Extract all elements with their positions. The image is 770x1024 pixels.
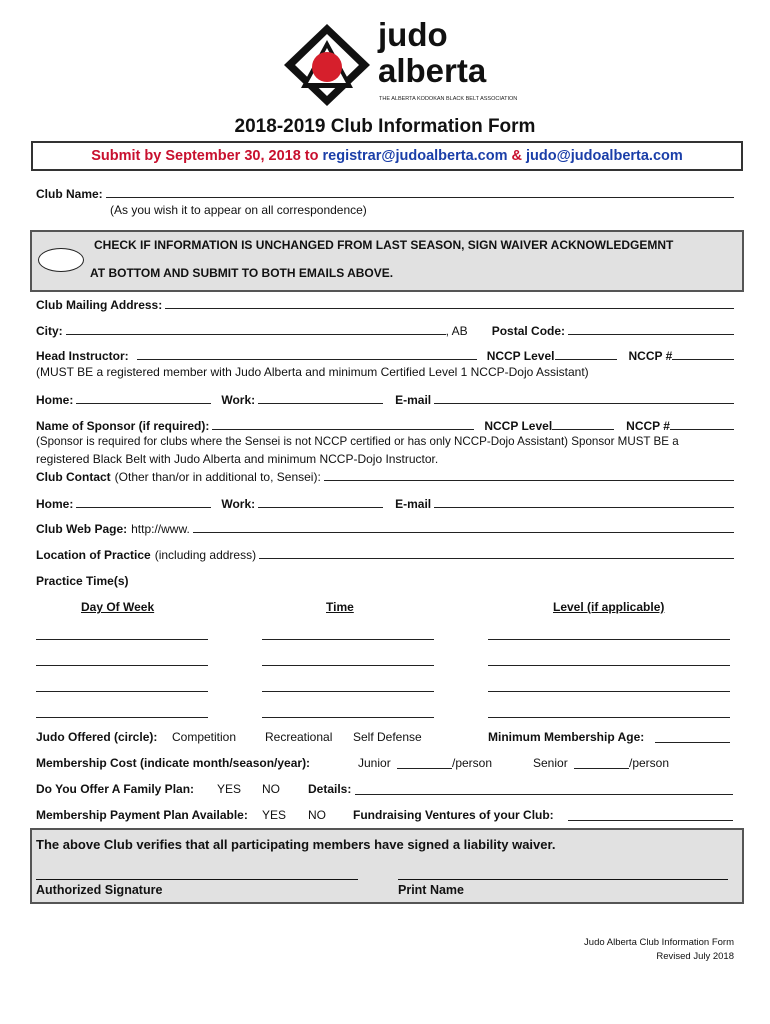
fundraising-label: Fundraising Ventures of your Club: xyxy=(353,808,554,822)
practice-time-1[interactable] xyxy=(262,638,434,640)
footer-line2: Revised July 2018 xyxy=(656,951,734,962)
contact2-home-field[interactable] xyxy=(76,496,211,508)
sponsor-nccp-level-field[interactable] xyxy=(552,418,614,430)
practice-time-4[interactable] xyxy=(262,716,434,718)
offered-competition[interactable]: Competition xyxy=(172,730,237,744)
cost-junior-per: /person xyxy=(452,756,493,770)
contact1-home-label: Home: xyxy=(36,393,74,407)
location-label: Location of Practice xyxy=(36,548,151,562)
contact1-work-field[interactable] xyxy=(258,392,383,404)
waiver-box xyxy=(30,828,744,904)
signature-field[interactable] xyxy=(36,878,358,880)
practice-col-time: Time xyxy=(326,600,354,614)
ampersand: & xyxy=(511,148,522,164)
registrar-email-link[interactable]: registrar@judoalberta.com xyxy=(322,148,508,164)
club-contact-field[interactable] xyxy=(324,469,734,481)
contact1-home-field[interactable] xyxy=(76,392,211,404)
practice-level-2[interactable] xyxy=(488,664,730,666)
mailing-row xyxy=(36,297,734,312)
city-row xyxy=(36,323,734,338)
payment-label: Membership Payment Plan Available: xyxy=(36,808,248,822)
payment-yes[interactable]: YES xyxy=(262,808,287,822)
sponsor-nccp-num-field[interactable] xyxy=(670,418,734,430)
practice-level-1[interactable] xyxy=(488,638,730,640)
mailing-label: Club Mailing Address: xyxy=(36,298,163,312)
practice-day-4[interactable] xyxy=(36,716,208,718)
sponsor-label: Name of Sponsor (if required): xyxy=(36,419,210,433)
sponsor-field[interactable] xyxy=(212,418,474,430)
offered-recreational[interactable]: Recreational xyxy=(265,730,333,744)
club-contact-label: Club Contact xyxy=(36,470,111,484)
family-details-label: Details: xyxy=(308,782,352,796)
web-label: Club Web Page: xyxy=(36,522,128,536)
cost-senior-per: /person xyxy=(629,756,670,770)
sponsor-row xyxy=(36,418,734,433)
unchanged-box xyxy=(30,230,744,292)
contact2-email-label: E-mail xyxy=(395,497,432,511)
contact2-work-field[interactable] xyxy=(258,496,383,508)
offered-self-defense[interactable]: Self Defense xyxy=(353,730,422,744)
judo-email-link[interactable]: judo@judoalberta.com xyxy=(526,148,683,164)
contact2-email-field[interactable] xyxy=(434,496,734,508)
club-name-note: (As you wish it to appear on all correspondence) xyxy=(110,203,367,217)
contact2-row xyxy=(36,496,734,511)
unchanged-line2: AT BOTTOM AND SUBMIT TO BOTH EMAILS ABOVE. xyxy=(90,266,394,280)
practice-time-2[interactable] xyxy=(262,664,434,666)
cost-junior-field[interactable] xyxy=(397,767,452,769)
payment-no[interactable]: NO xyxy=(308,808,326,822)
contact2-home-label: Home: xyxy=(36,497,74,511)
waiver-statement: The above Club verifies that all participating members have signed a liability waiver. xyxy=(36,837,556,852)
footer-line1: Judo Alberta Club Information Form xyxy=(584,937,734,948)
contact2-work-label: Work: xyxy=(221,497,256,511)
head-nccp-level-label: NCCP Level xyxy=(486,349,555,363)
min-age-label: Minimum Membership Age: xyxy=(488,730,645,744)
head-instructor-note: (MUST BE a registered member with Judo Alberta and minimum Certified Level 1 NCCP-Dojo Assistant) xyxy=(36,365,589,379)
web-prefix: http://www. xyxy=(131,522,190,536)
logo-wordmark-judo: judo xyxy=(378,16,448,53)
location-row xyxy=(36,547,734,562)
practice-day-1[interactable] xyxy=(36,638,208,640)
club-name-row xyxy=(36,186,734,201)
fundraising-field[interactable] xyxy=(568,819,733,821)
family-yes[interactable]: YES xyxy=(217,782,242,796)
head-nccp-level-field[interactable] xyxy=(555,348,617,360)
city-province: , AB xyxy=(445,324,468,338)
unchanged-line1: CHECK IF INFORMATION IS UNCHANGED FROM LAST SEASON, SIGN WAIVER ACKNOWLEDGEMNT xyxy=(94,238,674,252)
postal-field[interactable] xyxy=(568,323,734,335)
practice-time-3[interactable] xyxy=(262,690,434,692)
location-note: (including address) xyxy=(154,548,257,562)
contact1-row xyxy=(36,392,734,407)
practice-level-3[interactable] xyxy=(488,690,730,692)
club-name-field[interactable] xyxy=(106,186,734,198)
practice-heading: Practice Time(s) xyxy=(36,574,129,588)
signature-label: Authorized Signature xyxy=(36,883,163,897)
contact1-email-label: E-mail xyxy=(395,393,432,407)
practice-col-level: Level (if applicable) xyxy=(553,600,665,614)
postal-label: Postal Code: xyxy=(491,324,566,338)
club-contact-note: (Other than/or in additional to, Sensei): xyxy=(114,470,321,484)
min-age-field[interactable] xyxy=(655,741,730,743)
contact1-work-label: Work: xyxy=(221,393,256,407)
practice-day-3[interactable] xyxy=(36,690,208,692)
sponsor-nccp-level-label: NCCP Level xyxy=(484,419,553,433)
cost-label: Membership Cost (indicate month/season/year): xyxy=(36,756,311,770)
cost-senior-label: Senior xyxy=(533,756,568,770)
practice-col-day: Day Of Week xyxy=(81,600,155,614)
contact1-email-field[interactable] xyxy=(434,392,734,404)
print-name-label: Print Name xyxy=(398,883,464,897)
web-field[interactable] xyxy=(193,521,734,533)
unchanged-checkbox[interactable] xyxy=(38,248,84,272)
head-nccp-num-field[interactable] xyxy=(672,348,734,360)
family-details-field[interactable] xyxy=(355,793,733,795)
form-title: 2018-2019 Club Information Form xyxy=(234,116,536,137)
mailing-field[interactable] xyxy=(165,297,734,309)
practice-level-4[interactable] xyxy=(488,716,730,718)
family-label: Do You Offer A Family Plan: xyxy=(36,782,195,796)
club-name-label: Club Name: xyxy=(36,187,103,201)
city-label: City: xyxy=(36,324,63,338)
submit-deadline: Submit by September 30, 2018 to xyxy=(91,148,319,164)
head-instructor-label: Head Instructor: xyxy=(36,349,129,363)
head-instructor-row xyxy=(36,348,734,363)
judo-alberta-logo xyxy=(281,16,518,106)
head-instructor-field[interactable] xyxy=(137,348,477,360)
web-row xyxy=(36,521,734,536)
family-no[interactable]: NO xyxy=(262,782,280,796)
city-field[interactable] xyxy=(66,323,446,335)
practice-day-2[interactable] xyxy=(36,664,208,666)
logo-tagline: THE ALBERTA KODOKAN BLACK BELT ASSOCIATION xyxy=(379,96,518,102)
location-field[interactable] xyxy=(259,547,734,559)
cost-senior-field[interactable] xyxy=(574,767,629,769)
logo-emblem-icon xyxy=(281,22,373,108)
sponsor-note-1: (Sponsor is required for clubs where the Sensei is not NCCP certified or has only NCCP-Dojo Assistant) Sponsor MUST BE a xyxy=(36,435,679,448)
head-nccp-num-label: NCCP # xyxy=(628,349,673,363)
cost-junior-label: Junior xyxy=(358,756,391,770)
sponsor-note-2: registered Black Belt with Judo Alberta and minimum NCCP-Dojo Instructor. xyxy=(36,452,439,466)
offered-label: Judo Offered (circle): xyxy=(36,730,158,744)
submit-box xyxy=(31,141,743,171)
sponsor-nccp-num-label: NCCP # xyxy=(626,419,670,433)
logo-wordmark-alberta: alberta xyxy=(378,52,487,89)
club-contact-row xyxy=(36,469,734,484)
print-name-field[interactable] xyxy=(398,878,728,880)
